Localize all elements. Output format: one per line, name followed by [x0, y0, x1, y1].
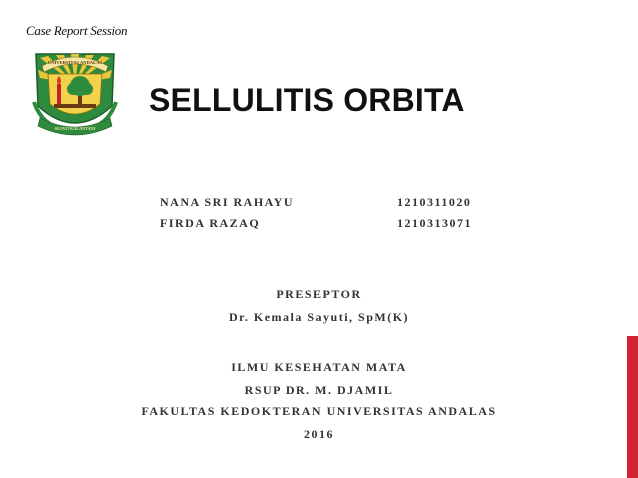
- department-name: ILMU KESEHATAN MATA: [231, 360, 407, 374]
- universitas-andalas-logo: [26, 44, 124, 144]
- author-nim: 1210311020: [397, 195, 472, 209]
- session-label: Case Report Session: [26, 23, 128, 38]
- preseptor-name: Dr. Kemala Sayuti, SpM(K): [228, 310, 410, 324]
- logo-ribbon-text: SEJATI KALANTANI: [54, 126, 96, 131]
- author-row: [160, 216, 500, 235]
- preseptor-heading: PRESEPTOR: [276, 287, 362, 301]
- author-list: [160, 195, 500, 235]
- accent-bar: [627, 336, 638, 478]
- author-name: NANA SRI RAHAYU: [160, 195, 295, 209]
- author-name: FIRDA RAZAQ: [160, 216, 261, 230]
- faculty-name: FAKULTAS KEDOKTERAN UNIVERSITAS ANDALAS: [141, 404, 497, 418]
- logo-arch-text: UNIVERSITAS ANDALAS: [47, 60, 103, 65]
- slide-title: SELLULITIS ORBITA: [149, 82, 465, 118]
- author-nim: 1210313071: [397, 216, 472, 230]
- author-row: [160, 195, 500, 214]
- hospital-name: RSUP DR. M. DJAMIL: [244, 383, 394, 397]
- year: 2016: [304, 427, 334, 441]
